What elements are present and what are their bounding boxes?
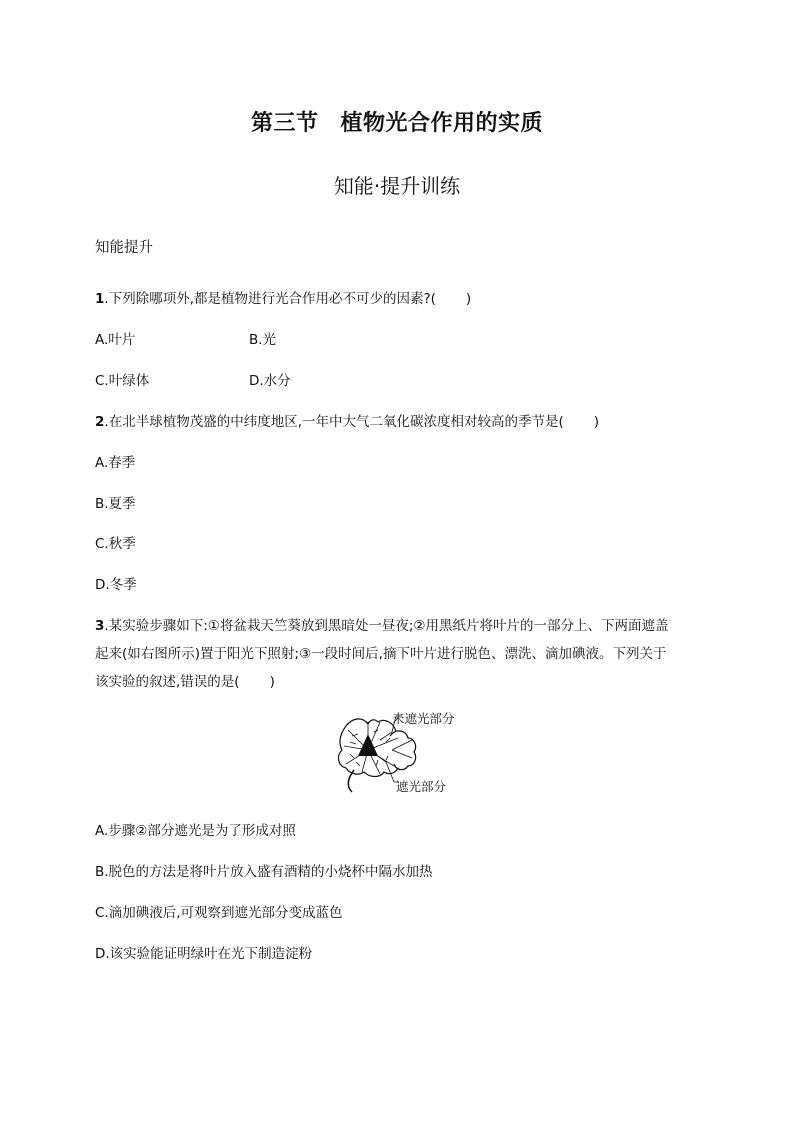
question-number: 1 [95,291,105,307]
question-3-option-c[interactable]: C.滴加碘液后,可观察到遮光部分变成蓝色 [95,905,343,921]
question-2-stem [95,410,599,430]
question-text: .下列除哪项外,都是植物进行光合作用必不可少的因素?( [104,291,436,307]
question-text: 该实验的叙述,错误的是( [95,674,240,690]
label-shaded-part: 遮光部分 [396,779,447,794]
question-3-option-b[interactable]: B.脱色的方法是将叶片放入盛有酒精的小烧杯中隔水加热 [95,864,433,880]
section-heading: 知能提升 [95,240,153,256]
question-3-stem-line-3 [95,670,275,690]
question-1-option-d[interactable]: D.水分 [249,373,291,389]
bracket-close: ) [593,414,600,430]
bracket-close: ) [465,291,472,307]
question-3-option-d[interactable]: D.该实验能证明绿叶在光下制造淀粉 [95,946,313,962]
question-3-stem-line-1 [95,614,669,634]
label-unshaded-part: 未遮光部分 [392,711,455,726]
question-2-option-d[interactable]: D.冬季 [95,577,137,593]
section-name: 植物光合作用的实质 [340,111,544,136]
question-number: 2 [95,414,105,430]
question-text: .某实验步骤如下:①将盆栽天竺葵放到黑暗处一昼夜;②用黑纸片将叶片的一部分上、下两面遮盖 [104,618,669,634]
page-subtitle: 知能·提升训练 [333,174,461,198]
section-number: 第三节 [250,111,319,136]
question-3-option-a[interactable]: A.步骤②部分遮光是为了形成对照 [95,823,296,839]
question-1-option-b[interactable]: B.光 [249,332,277,348]
question-1-stem [95,287,471,307]
question-2-option-c[interactable]: C.秋季 [95,536,136,552]
question-1-option-a[interactable]: A.叶片 [95,332,136,348]
question-3-stem-line-2: 起来(如右图所示)置于阳光下照射;③一段时间后,摘下叶片进行脱色、漂洗、滴加碘液。下列关于 [95,646,667,662]
question-2-option-a[interactable]: A.春季 [95,455,136,471]
page-title [0,106,794,137]
question-1-option-c[interactable]: C.叶绿体 [95,373,150,389]
question-2-option-b[interactable]: B.夏季 [95,496,136,512]
question-text: .在北半球植物茂盛的中纬度地区,一年中大气二氧化碳浓度相对较高的季节是( [104,414,564,430]
question-number: 3 [95,618,105,634]
bracket-close: ) [269,674,275,690]
